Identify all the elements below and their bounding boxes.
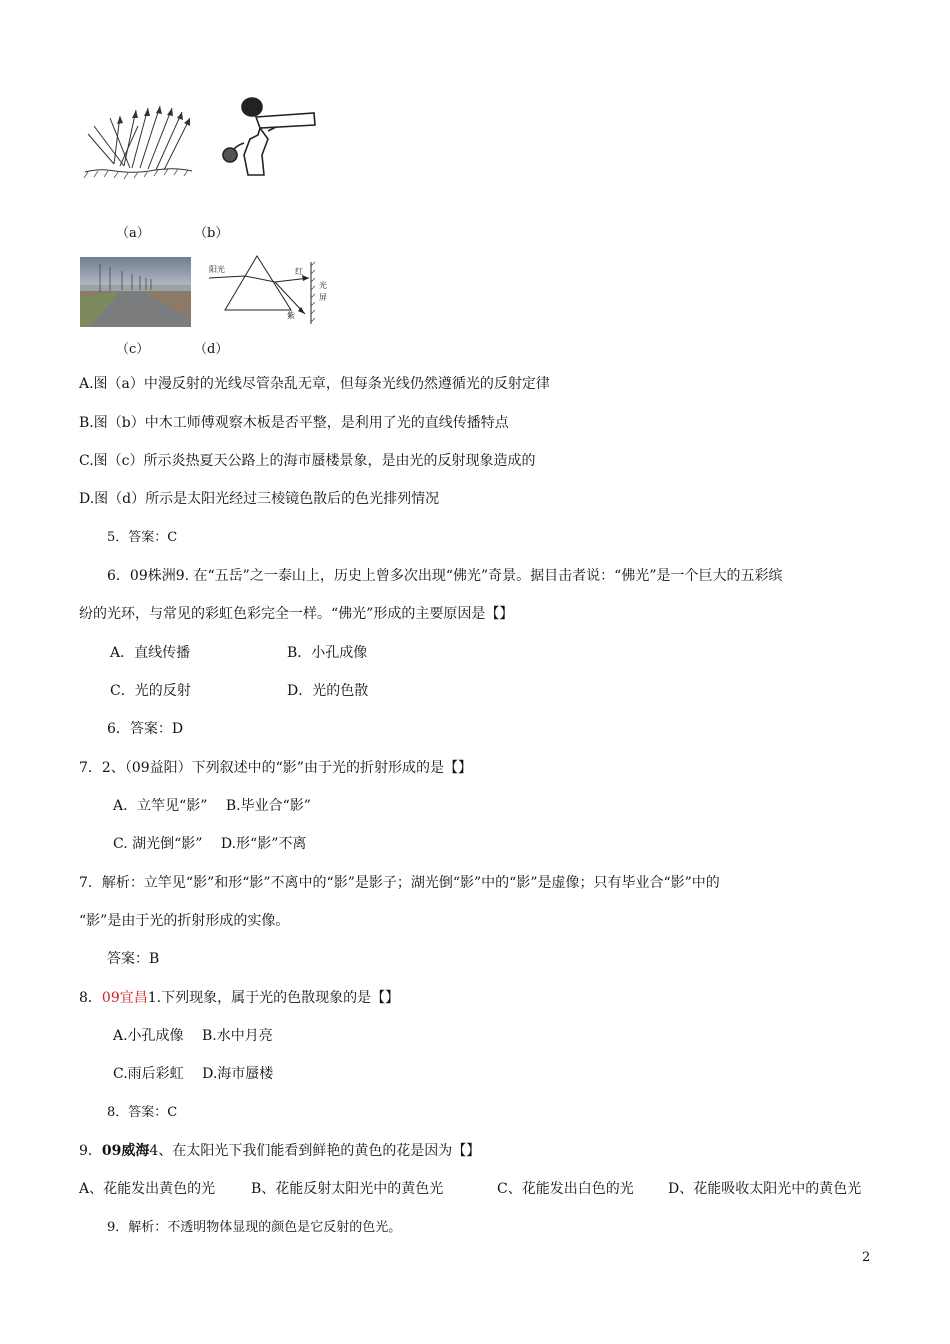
- q7-options-cd: C. 湖光倒“影” D.形“影”不离: [113, 836, 307, 852]
- q9-option-d: D、花能吸收太阳光中的黄色光: [668, 1181, 862, 1197]
- mirage-road-photo: [80, 257, 191, 327]
- caption-c: （c）: [116, 342, 150, 357]
- q9-option-b: B、花能反射太阳光中的黄色光: [251, 1181, 444, 1197]
- q6-option-b: B．小孔成像: [287, 645, 368, 661]
- q6-option-c: C．光的反射: [110, 683, 191, 699]
- q9-analysis: 9．解析：不透明物体显现的颜色是它反射的色光。: [107, 1220, 402, 1235]
- caption-a: （a）: [116, 226, 150, 241]
- red-label: 红: [295, 267, 303, 276]
- page-number: 2: [862, 1250, 871, 1265]
- q8-stem: [79, 988, 399, 1008]
- q7-analysis-line2: “影”是由于光的折射形成的实像。: [79, 913, 290, 929]
- q8-answer: 8．答案：C: [107, 1105, 178, 1120]
- q9-question: 4、在太阳光下我们能看到鲜艳的黄色的花是因为【】: [149, 1143, 481, 1159]
- q7-options-ab: A．立竿见“影” B.毕业合“影”: [113, 798, 311, 814]
- q8-source: 09宜昌: [101, 990, 148, 1006]
- q7-answer: 答案：B: [107, 951, 160, 967]
- diffuse-reflection-figure: [80, 98, 195, 180]
- q6-stem-line1: 6．09株洲9. 在“五岳”之一泰山上，历史上曾多次出现“佛光”奇景。据目击者说：“佛光”是一个巨大的五彩缤: [107, 568, 783, 584]
- q7-analysis-line1: 7．解析：立竿见“影”和形“影”不离中的“影”是影子；湖光倒“影”中的“影”是虚像；只有毕业合“影”中的: [79, 875, 720, 891]
- q7-stem: 7．2、（09益阳）下列叙述中的“影”由于光的折射形成的是【】: [79, 760, 472, 776]
- q6-option-d: D．光的色散: [287, 683, 369, 699]
- carpenter-figure: [218, 95, 322, 180]
- q8-options-ab: A.小孔成像 B.水中月亮: [113, 1028, 273, 1044]
- caption-b: （b）: [194, 226, 229, 241]
- q5-option-b: B.图（b）中木工师傅观察木板是否平整，是利用了光的直线传播特点: [79, 415, 509, 431]
- prism-dispersion-figure: [205, 252, 330, 327]
- q8-options-cd: C.雨后彩虹 D.海市蜃楼: [113, 1066, 274, 1082]
- q8-number: 8．: [79, 990, 102, 1006]
- screen-label-2: 屏: [319, 293, 327, 302]
- q5-option-d: D.图（d）所示是太阳光经过三棱镜色散后的色光排列情况: [79, 491, 440, 507]
- sun-label: 阳光: [209, 265, 225, 274]
- q5-answer: 5．答案：C: [107, 530, 178, 545]
- q9-option-a: A、花能发出黄色的光: [79, 1181, 216, 1197]
- q9-source: 09威海: [101, 1143, 150, 1159]
- q8-question: 1.下列现象，属于光的色散现象的是【】: [147, 990, 400, 1006]
- screen-label-1: 光: [319, 281, 327, 290]
- q9-number: 9．: [79, 1143, 102, 1159]
- q6-answer: 6．答案：D: [107, 721, 184, 737]
- purple-label: 紫: [287, 311, 295, 320]
- caption-d: （d）: [194, 342, 229, 357]
- q6-stem-line2: 纷的光环，与常见的彩虹色彩完全一样。“佛光”形成的主要原因是【】: [79, 606, 514, 622]
- q9-stem: [79, 1141, 480, 1161]
- q9-option-c: C、花能发出白色的光: [497, 1181, 634, 1197]
- q6-option-a: A．直线传播: [110, 645, 191, 661]
- q5-option-a: A.图（a）中漫反射的光线尽管杂乱无章，但每条光线仍然遵循光的反射定律: [79, 376, 550, 392]
- q5-option-c: C.图（c）所示炎热夏天公路上的海市蜃楼景象，是由光的反射现象造成的: [79, 453, 536, 469]
